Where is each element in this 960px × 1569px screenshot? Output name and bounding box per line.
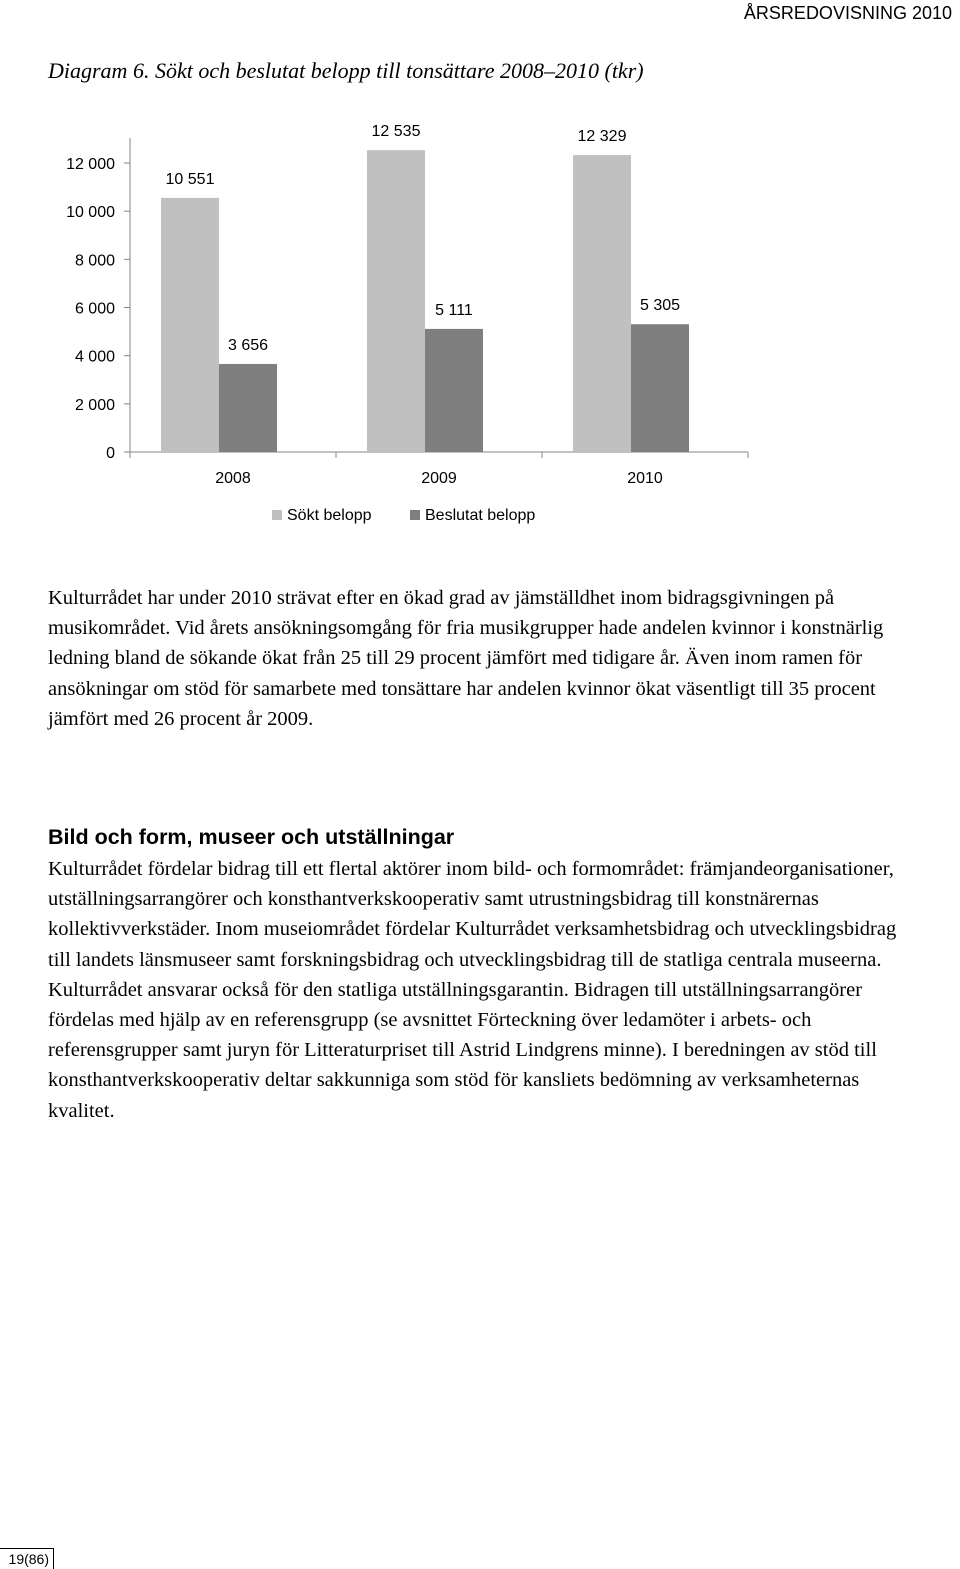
x-tick-label: 2010 <box>627 470 663 487</box>
bar-sokt <box>367 150 425 452</box>
data-label: 5 111 <box>435 301 473 319</box>
y-tick-label: 10 000 <box>66 204 115 222</box>
bar-beslutat <box>425 329 483 452</box>
chart-caption: Diagram 6. Sökt och beslutat belopp till tonsättare 2008–2010 (tkr) <box>48 58 644 83</box>
legend-label: Sökt belopp <box>287 507 372 524</box>
data-label: 5 305 <box>639 297 681 315</box>
bar-sokt <box>161 198 219 452</box>
bar-sokt <box>573 155 631 452</box>
bar-beslutat <box>631 324 689 452</box>
page-number: 19(86) <box>0 1548 54 1569</box>
section-heading: Bild och form, museer och utställningar <box>48 825 455 849</box>
bar-chart <box>0 100 960 550</box>
x-tick-label: 2008 <box>215 470 251 487</box>
document-header-title: ÅRSREDOVISNING 2010 <box>743 3 952 23</box>
data-label: 12 329 <box>577 128 627 146</box>
data-label: 10 551 <box>165 170 215 188</box>
y-tick-label: 6 000 <box>74 300 115 318</box>
data-label: 12 535 <box>371 123 421 141</box>
legend-swatch <box>410 510 420 520</box>
bar-beslutat <box>219 364 277 452</box>
y-tick-label: 0 <box>106 445 115 462</box>
body-paragraph-music: Kulturrådet har under 2010 strävat efter en ökad grad av jämställdhet inom bidragsgivningen på musikområdet. Vid årets ansökningsomgång för fria musikgrupper hade andelen kvinnor i konstnärlig ledning bland de sökande ökat från 25 till 29 procent jämfört med tidigare år. Även inom ramen för ansökningar om stöd för samarbete med tonsättare har andelen kvinnor ökat väsentligt till 35 procent jämfört med 26 procent år 2009. <box>48 587 884 730</box>
y-tick-label: 4 000 <box>74 348 115 366</box>
legend-label: Beslutat belopp <box>425 507 536 524</box>
x-tick-label: 2009 <box>421 470 457 487</box>
body-paragraph-art-museums: Kulturrådet fördelar bidrag till ett flertal aktörer inom bild- och formområdet: främjandeorganisationer, utställningsarrangörer och konsthantverkskooperativ samt utrustningsbidrag till konstnärernas kollektivverkstäder. Inom museiområdet fördelar Kulturrådet verksamhetsbidrag och utvecklingsbidrag till landets länsmuseer samt forskningsbidrag och utvecklingsbidrag till de statliga centrala museerna. Kulturrådet ansvarar också för den statliga utställningsgarantin. Bidragen till utställningsarrangörer fördelas med hjälp av en referensgrupp (se avsnittet Förteckning över ledamöter i arbets- och referensgrupper samt juryn för Litteraturpriset till Astrid Lindgrens minne). I beredningen av stöd till konsthantverkskooperativ deltar sakkunniga som stöd för kansliets bedömning av verksamheternas kvalitet. <box>48 858 897 1122</box>
y-tick-label: 8 000 <box>74 252 115 270</box>
y-tick-label: 12 000 <box>66 156 115 173</box>
data-label: 3 656 <box>227 336 269 354</box>
legend-swatch <box>272 510 282 520</box>
y-tick-label: 2 000 <box>74 396 115 414</box>
